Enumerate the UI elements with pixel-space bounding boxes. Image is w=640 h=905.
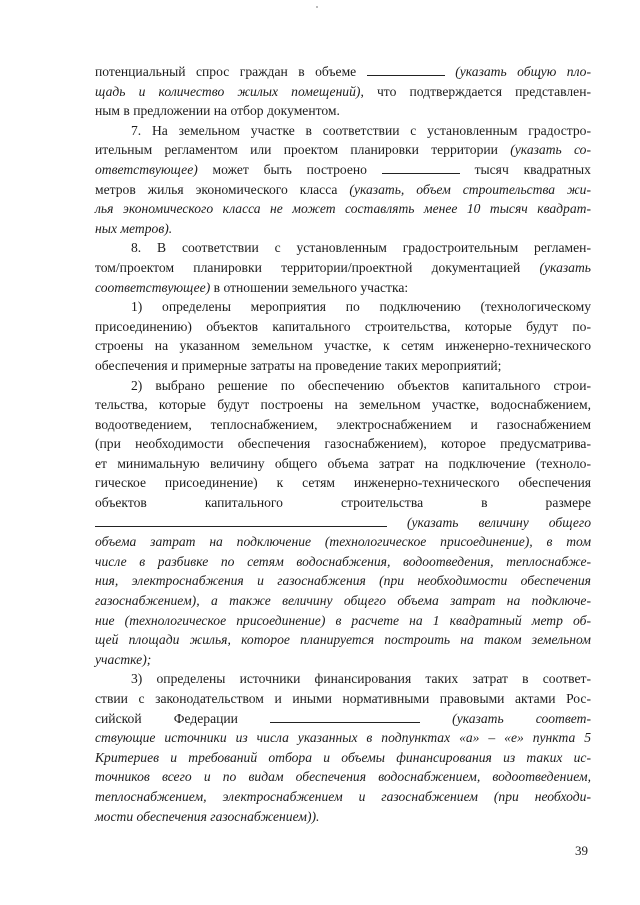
blank-field — [367, 63, 445, 76]
scan-speck — [316, 6, 318, 8]
document-body — [95, 62, 591, 826]
subitem-2: 2) выбрано решение по обеспечению объектов капитального строи- тельства, которые будут построены на земельном участке, водоснабжением, водоотведением, теплоснабжением, электроснабжением и газоснабжением (при необходимости обеспечения газоснабжением), которое предусматрива- ет минимальную величину общего объема затрат на подключение (техноло- гическое присоединение) к сетям инженерно-технического обеспечения объектов капитального строительства в размере (указать величину общего объема затрат на подключение (технологическое присоединение), в том числе в разбивке по сетям водоснабжения, водоотведения, теплоснабже- ния, электроснабжения и газоснабжения (при необходимости обеспечения газоснабжением), а также величину общего объема затрат на подключе- ние (технологическое присоединение) в расчете на 1 квадратный метр об- щей площади жилья, которое планируется построить на таком земельном участке); — [95, 377, 591, 667]
paragraph-8: 8. В соответствии с установленным градостроительным регламен- том/проектом планировки территории/проектной документацией (указать соответствующее) в отношении земельного участка: — [95, 240, 591, 295]
paragraph-7: 7. На земельном участке в соответствии с установленным градостро- ительным регламентом или проектом планировки территории (указать со- ответствующее) может быть построено тысяч квадратных метров жилья экономического класса (указать, объем строительства жи- лья экономического класса не может составлять менее 10 тысяч квадрат- ных метров). — [95, 122, 592, 236]
blank-field — [95, 514, 387, 527]
paragraph-continuation: потенциальный спрос граждан в объеме (указать общую пло- щадь и количество жилых помещений), что подтверждается представлен- ным в предложении на отбор документом. — [95, 64, 591, 119]
page-number: 39 — [575, 843, 588, 858]
subitem-3: 3) определены источники финансирования таких затрат в соответ- ствии с законодательством и иными нормативными правовыми актами Рос- сийской Федерации (указать соответ- ствующие источники из числа указанных в подпунктах «а» – «е» пункта 5 Критериев и требований отбора и объемы финансирования из таких ис- точников всего и по видам обеспечения водоснабжением, водоотведением, теплоснабжением, электроснабжением и газоснабжением (при необходи- мости обеспечения газоснабжением)). — [95, 671, 591, 824]
subitem-1: 1) определены мероприятия по подключению (технологическому присоединению) объектов капитального строительства, которые будут по- строены на указанном земельном участке, к сетям инженерно-технического обеспечения и примерные затраты на проведение таких мероприятий; — [95, 299, 591, 373]
blank-field — [382, 161, 460, 174]
blank-field — [270, 710, 420, 723]
